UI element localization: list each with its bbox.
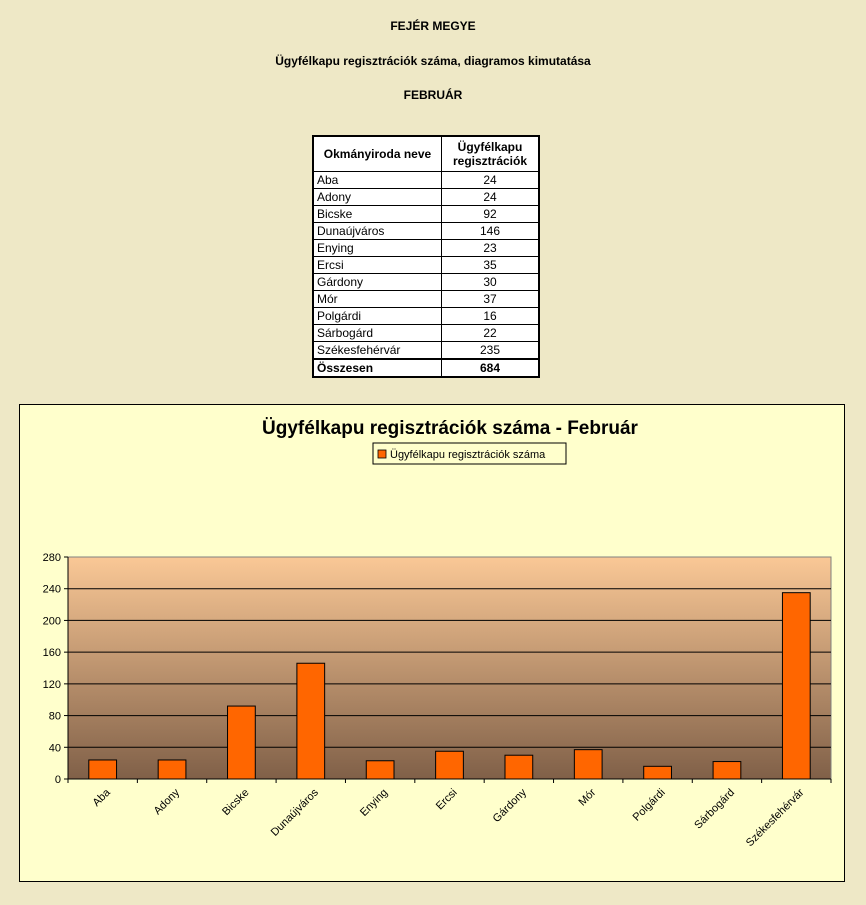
bar-dunaújváros [297,663,325,779]
column-header-line2: regisztrációk [452,154,528,168]
month-heading: FEBRUÁR [403,88,463,102]
office-name-cell: Aba [313,172,442,189]
table-row [313,172,539,189]
bar-chart [20,405,844,881]
registrations-cell: 22 [442,325,540,342]
x-tick-label: Ercsi [433,786,460,813]
county-heading: FEJÉR MEGYE [390,19,476,33]
y-tick-label: 40 [48,742,61,755]
office-name-cell: Sárbogárd [313,325,442,342]
x-tick-label: Polgárdi [630,786,668,824]
y-axis [43,552,68,786]
office-name-cell: Polgárdi [313,308,442,325]
column-header-registrations [442,136,540,172]
table-row [313,291,539,308]
bar-enying [366,761,394,779]
table-row [313,223,539,240]
y-tick-label: 160 [42,647,61,660]
office-name-cell: Bicske [313,206,442,223]
x-tick-label: Aba [90,786,113,809]
y-tick-label: 280 [42,552,61,564]
bar-bicske [228,706,256,779]
total-label: Összesen [313,359,442,377]
x-tick-label: Mór [576,786,599,809]
bar-sárbogárd [713,762,741,779]
x-tick-label: Sárbogárd [692,786,738,832]
table-row [313,206,539,223]
y-tick-label: 200 [42,615,61,628]
y-tick-label: 0 [54,774,61,786]
office-name-cell: Adony [313,189,442,206]
registrations-cell: 235 [442,342,540,360]
office-name-cell: Enying [313,240,442,257]
table-row [313,274,539,291]
registrations-cell: 24 [442,172,540,189]
x-tick-label: Enying [357,786,391,819]
office-name-cell: Ercsi [313,257,442,274]
y-tick-label: 240 [42,583,61,596]
registrations-cell: 23 [442,240,540,257]
legend-swatch [378,450,386,458]
office-name-cell: Mór [313,291,442,308]
table-row [313,189,539,206]
registrations-cell: 92 [442,206,540,223]
x-tick-label: Székesfehérvár [743,786,807,850]
bar-adony [158,760,186,779]
bar-mór [574,750,602,779]
bar-aba [89,760,117,779]
table-header-row [313,136,539,172]
office-name-cell: Dunaújváros [313,223,442,240]
registrations-table [312,135,540,378]
registrations-cell: 146 [442,223,540,240]
registrations-cell: 30 [442,274,540,291]
chart-area [19,404,845,882]
legend [373,443,566,464]
table-row [313,325,539,342]
registrations-cell: 24 [442,189,540,206]
x-tick-label: Adony [151,786,183,818]
bar-székesfehérvár [782,593,810,779]
column-header-office: Okmányiroda neve [313,136,442,172]
registrations-cell: 37 [442,291,540,308]
x-axis [68,779,831,849]
bar-polgárdi [644,766,672,779]
table-row [313,257,539,274]
office-name-cell: Székesfehérvár [313,342,442,360]
plot-area [68,557,831,779]
registrations-cell: 35 [442,257,540,274]
y-tick-label: 80 [48,710,61,723]
table-row [313,342,539,360]
x-tick-label: Dunaújváros [268,786,321,839]
chart-title: Ügyfélkapu regisztrációk száma - Február [262,418,638,439]
total-row [313,359,539,377]
table-row [313,308,539,325]
total-value: 684 [442,359,540,377]
x-tick-label: Gárdony [490,786,529,825]
table-row [313,240,539,257]
bar-ercsi [436,751,464,779]
table-body [313,172,539,378]
legend-label: Ügyfélkapu regisztrációk száma [390,449,546,461]
office-name-cell: Gárdony [313,274,442,291]
registrations-cell: 16 [442,308,540,325]
column-header-line1: Ügyfélkapu [457,140,523,154]
y-tick-label: 120 [42,678,61,691]
bar-gárdony [505,755,533,779]
report-subtitle: Ügyfélkapu regisztrációk száma, diagramos kimutatása [275,54,591,68]
x-tick-label: Bicske [220,786,252,819]
